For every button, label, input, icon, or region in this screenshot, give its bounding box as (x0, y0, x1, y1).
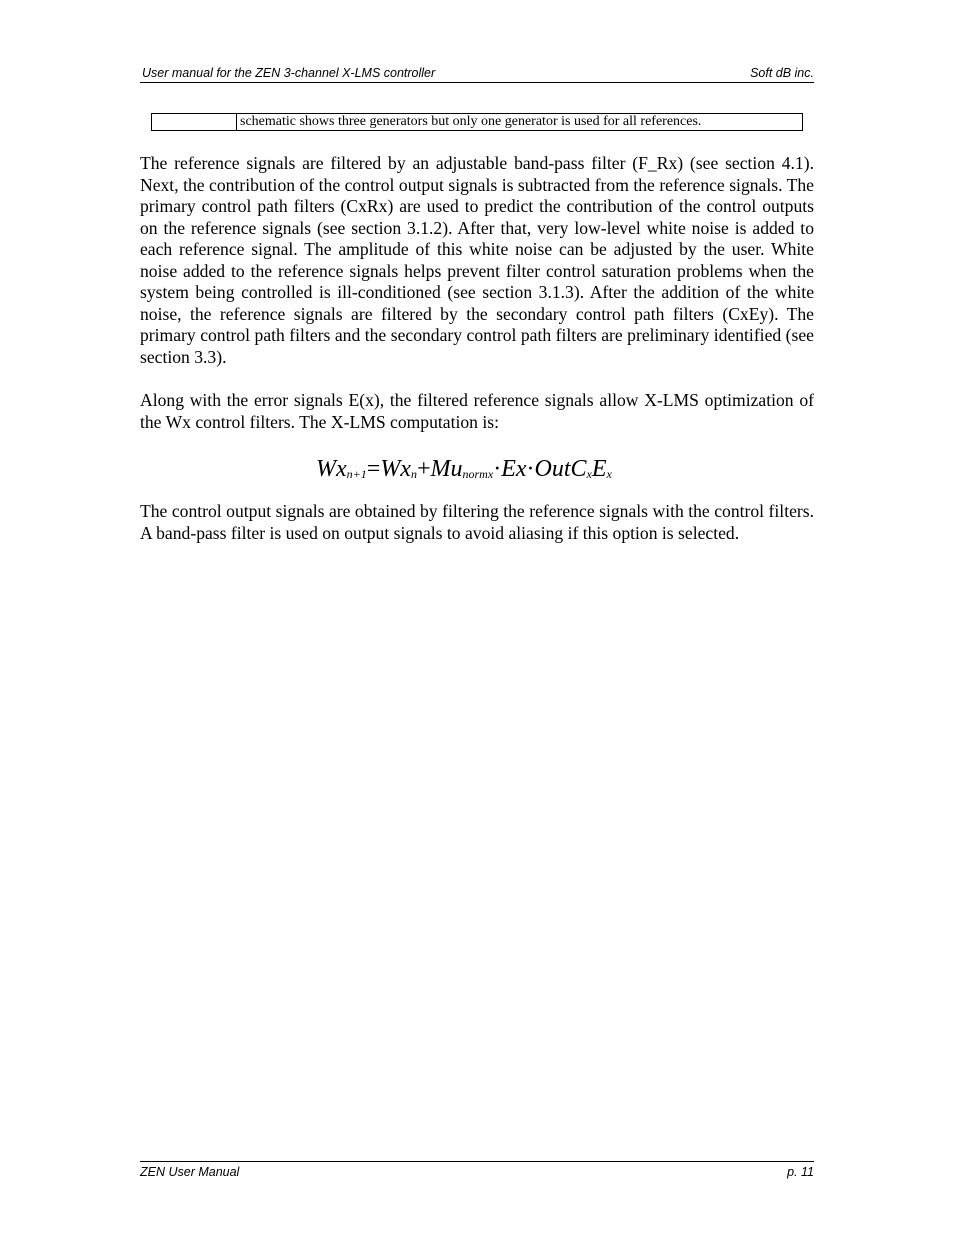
footer-manual-name: ZEN User Manual (140, 1165, 240, 1179)
eq-equals: = (366, 456, 381, 482)
eq-sub-normx: normx (462, 467, 494, 481)
paragraph-xlms-optimization: Along with the error signals E(x), the filtered reference signals allow X-LMS optimization of the Wx control filters. The X-LMS computation is: (140, 390, 814, 432)
eq-term-wx-n: Wx (380, 456, 411, 482)
eq-term-e: E (591, 456, 607, 482)
xlms-equation (316, 452, 612, 486)
page-header (140, 64, 814, 83)
header-document-title: User manual for the ZEN 3-channel X-LMS controller (142, 66, 436, 80)
eq-sub-n-plus-1: n+1 (346, 467, 367, 481)
eq-term-mu: Mu (430, 456, 463, 482)
note-table-text-cell: schematic shows three generators but only one generator is used for all references. (240, 114, 702, 129)
eq-term-outc: OutC (534, 456, 587, 482)
eq-term-wx: Wx (316, 456, 347, 482)
header-company-name: Soft dB inc. (750, 66, 814, 80)
paragraph-reference-filtering: The reference signals are filtered by an adjustable band-pass filter (F_Rx) (see section 4.1). Next, the contribution of the control output signals is subtracted from the reference signals. The primary control path filters (CxRx) are used to predict the contribution of the control outputs on the reference signals (see section 3.1.2). After that, very low-level white noise is added to each reference signal. The amplitude of this white noise can be adjusted by the user. White noise added to the reference signals helps prevent filter control saturation problems when the system being controlled is ill-conditioned (see section 3.1.3). After the addition of the white noise, the reference signals are filtered by the secondary control path filters (CxEy). The primary control path filters and the secondary control path filters are preliminary identified (see section 3.3). (140, 153, 814, 367)
eq-term-ex: Ex (501, 456, 527, 482)
footer-page-number: p. 11 (787, 1165, 814, 1179)
eq-sub-x-1: x (586, 467, 592, 481)
paragraph-control-output: The control output signals are obtained by filtering the reference signals with the control filters. A band-pass filter is used on output signals to avoid aliasing if this option is selected. (140, 501, 814, 543)
eq-dot-2: · (526, 456, 535, 482)
note-table-row (151, 113, 803, 131)
eq-dot-1: · (493, 456, 502, 482)
eq-plus: + (416, 456, 431, 482)
page-footer (140, 1161, 814, 1180)
note-table-empty-cell (152, 114, 237, 130)
eq-sub-n: n (410, 467, 417, 481)
eq-sub-x-2: x (606, 467, 612, 481)
